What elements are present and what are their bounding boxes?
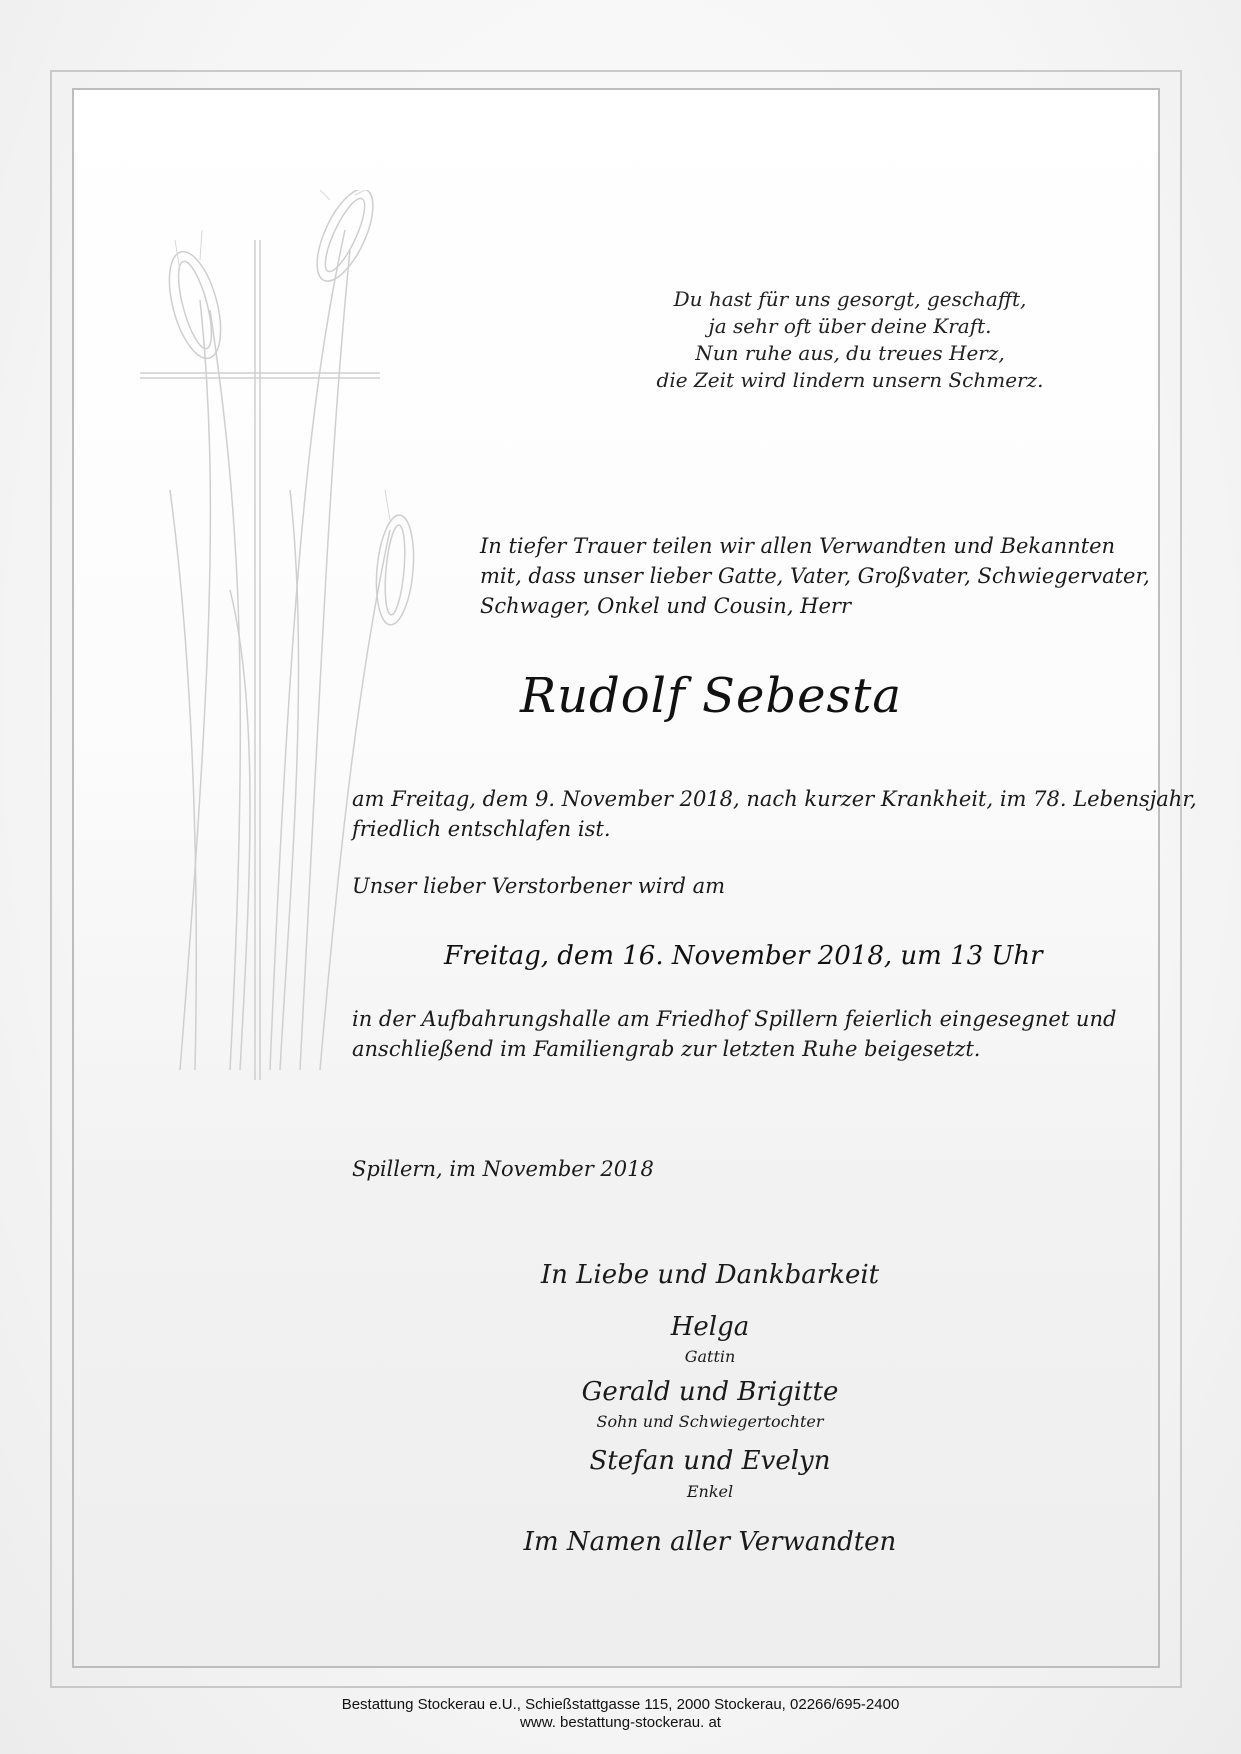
deceased-name: Rudolf Sebesta: [520, 668, 903, 724]
funeral-intro: Unser lieber Verstorbener wird am: [352, 874, 726, 898]
mourner-relation: Gattin: [684, 1347, 736, 1366]
footer-website: www. bestattung-stockerau. at: [520, 1714, 721, 1731]
footer-address: Bestattung Stockerau e.U., Schießstattgasse 115, 2000 Stockerau, 02266/695-2400: [341, 1696, 900, 1713]
mourner-name: Gerald und Brigitte: [581, 1377, 839, 1407]
ceremony-line: anschließend im Familiengrab zur letzten Ruhe beigesetzt.: [352, 1037, 981, 1061]
verse-line: Du hast für uns gesorgt, geschafft,: [673, 287, 1027, 311]
mourner-name: Helga: [670, 1312, 750, 1342]
announcement-line: In tiefer Trauer teilen wir allen Verwandten und Bekannten: [480, 534, 1116, 558]
verse-line: ja sehr oft über deine Kraft.: [708, 314, 992, 338]
ceremony-text: [352, 1004, 1117, 1064]
verse-block: [640, 286, 1060, 394]
announcement-line: Schwager, Onkel und Cousin, Herr: [480, 594, 851, 618]
funeral-date: Freitag, dem 16. November 2018, um 13 Uhr: [444, 941, 1043, 971]
mourners-closing: Im Namen aller Verwandten: [523, 1527, 897, 1557]
verse-line: die Zeit wird lindern unsern Schmerz.: [656, 368, 1044, 392]
ceremony-line: in der Aufbahrungshalle am Friedhof Spillern feierlich eingesegnet und: [352, 1007, 1117, 1031]
death-line: friedlich entschlafen ist.: [352, 817, 611, 841]
announcement-line: mit, dass unser lieber Gatte, Vater, Großvater, Schwiegervater,: [480, 564, 1150, 588]
verse-line: Nun ruhe aus, du treues Herz,: [695, 341, 1005, 365]
mourners-heading: In Liebe und Dankbarkeit: [540, 1260, 880, 1290]
mourner-relation: Sohn und Schwiegertochter: [596, 1412, 824, 1431]
cross-with-wheat-icon: [140, 190, 490, 1090]
death-notice: [352, 784, 1197, 844]
place-date: Spillern, im November 2018: [352, 1157, 654, 1181]
announcement-intro: [480, 531, 1150, 621]
death-line: am Freitag, dem 9. November 2018, nach kurzer Krankheit, im 78. Lebensjahr,: [352, 787, 1197, 811]
mourner-name: Stefan und Evelyn: [589, 1446, 831, 1476]
mourner-relation: Enkel: [686, 1482, 734, 1501]
